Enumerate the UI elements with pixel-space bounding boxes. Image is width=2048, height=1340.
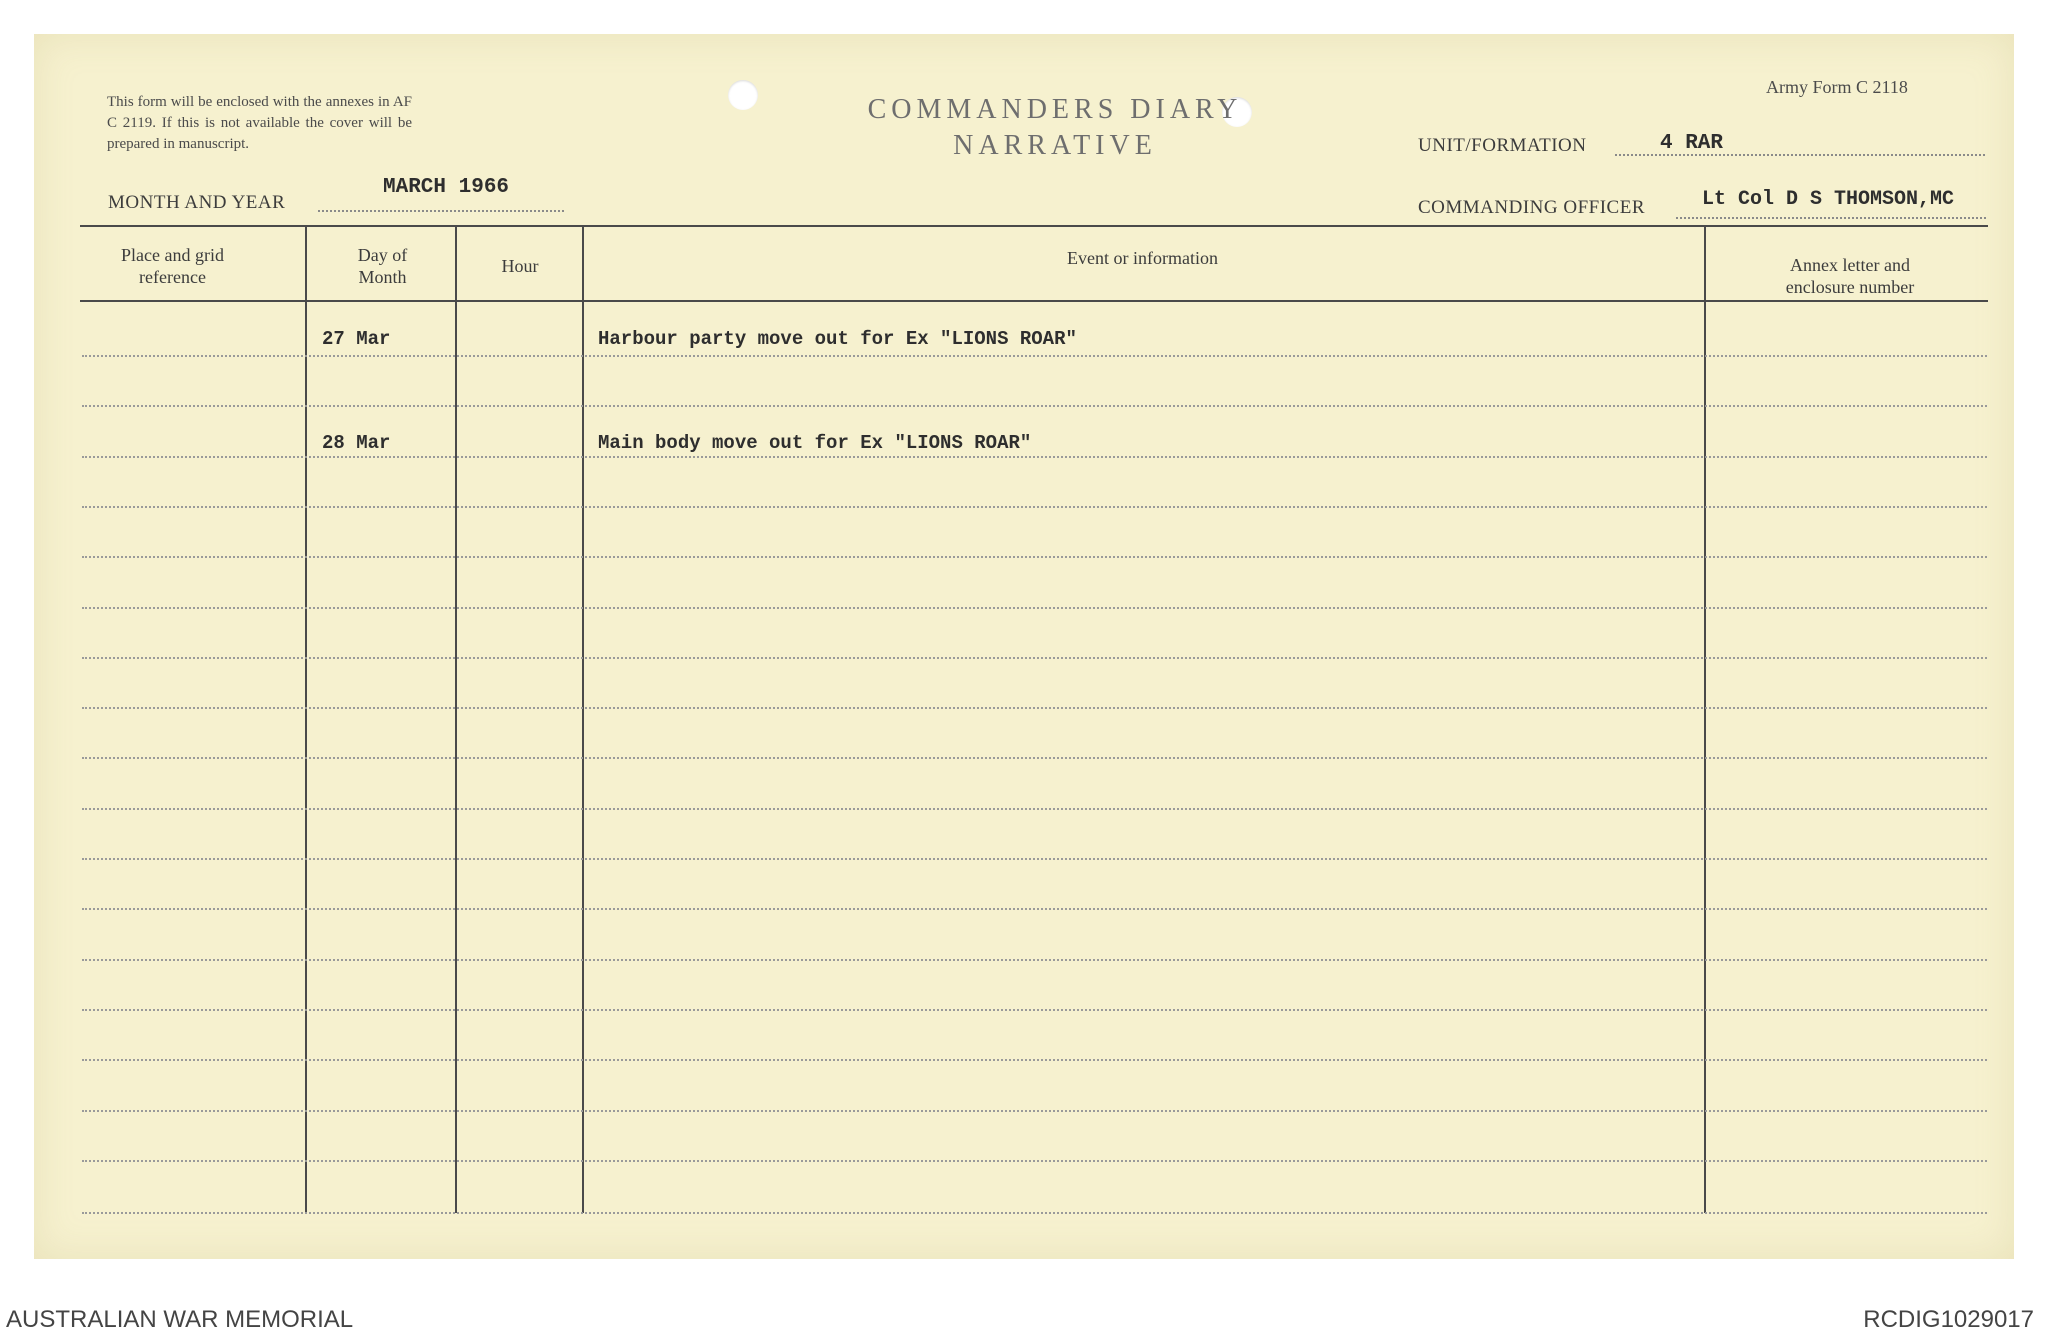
- ruled-row: [82, 456, 1987, 458]
- column-divider-2: [455, 225, 457, 1213]
- ruled-row: [82, 607, 1987, 609]
- month-year-dotted-line: [318, 210, 564, 212]
- header-place-grid-reference: Place and grid reference: [121, 245, 224, 287]
- ruled-row: [82, 1110, 1987, 1112]
- ruled-row: [82, 808, 1987, 810]
- month-year-label: MONTH AND YEAR: [108, 192, 286, 213]
- ruled-row: [82, 1009, 1987, 1011]
- footer-record-id: RCDIG1029017: [1863, 1306, 2034, 1333]
- table-header-rule: [80, 300, 1988, 302]
- ruled-row: [82, 355, 1987, 357]
- ruled-row: [82, 405, 1987, 407]
- form-title: [820, 92, 1290, 164]
- ruled-row: [82, 707, 1987, 709]
- unit-formation-value: 4 RAR: [1660, 132, 1724, 155]
- commanding-officer-label: COMMANDING OFFICER: [1418, 197, 1645, 218]
- header-annex-enclosure: Annex letter and enclosure number: [1785, 255, 1915, 297]
- ruled-row: [82, 556, 1987, 558]
- entry-event: Main body move out for Ex "LIONS ROAR": [598, 432, 1032, 454]
- form-title-line-2: NARRATIVE: [953, 130, 1157, 161]
- ruled-row: [82, 1160, 1987, 1162]
- ruled-row: [82, 657, 1987, 659]
- ruled-row: [82, 1059, 1987, 1061]
- ruled-row: [82, 959, 1987, 961]
- header-hour: Hour: [501, 256, 539, 276]
- column-divider-1: [305, 225, 307, 1213]
- ruled-row: [82, 506, 1987, 508]
- month-year-value: MARCH 1966: [383, 176, 510, 199]
- column-divider-4: [1704, 225, 1706, 1213]
- footer-institution: AUSTRALIAN WAR MEMORIAL: [6, 1306, 354, 1333]
- form-title-line-1: COMMANDERS DIARY: [867, 94, 1243, 125]
- ruled-row: [82, 908, 1987, 910]
- ruled-row: [82, 858, 1987, 860]
- unit-formation-label: UNIT/FORMATION: [1418, 135, 1587, 156]
- column-divider-3: [582, 225, 584, 1213]
- entry-day: 27 Mar: [322, 328, 391, 350]
- ruled-row: [82, 757, 1987, 759]
- commanding-officer-value: Lt Col D S THOMSON,MC: [1702, 188, 1955, 211]
- entry-event: Harbour party move out for Ex "LIONS ROAR": [598, 328, 1077, 350]
- header-day-of-month: Day of Month: [357, 245, 408, 287]
- punch-hole-left: [728, 80, 758, 110]
- commanding-officer-dotted-line: [1676, 217, 1986, 219]
- header-event-information: Event or information: [1067, 248, 1218, 268]
- table-top-rule: [80, 225, 1988, 227]
- ruled-row: [82, 1212, 1987, 1214]
- entry-day: 28 Mar: [322, 432, 391, 454]
- army-form-reference: Army Form C 2118: [1766, 77, 1908, 97]
- form-instruction-note: This form will be enclosed with the annexes in AF C 2119. If this is not available the cover will be prepared in manuscript.: [107, 94, 412, 152]
